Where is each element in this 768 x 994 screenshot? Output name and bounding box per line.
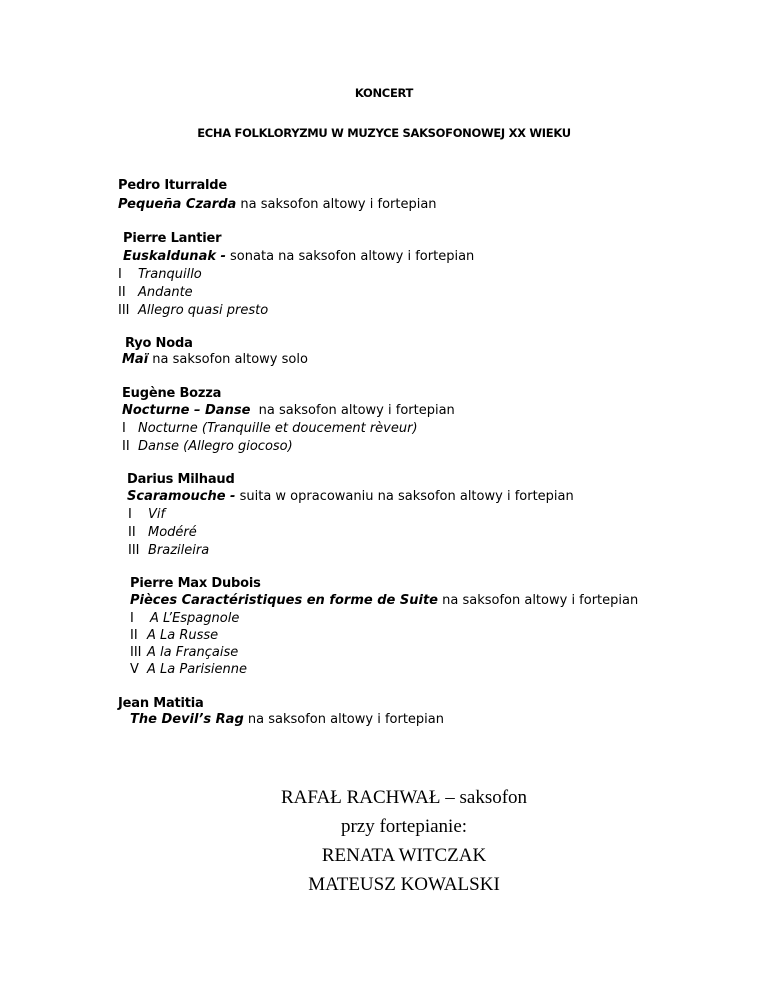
movement-item [118,266,202,284]
movement-name: Allegro quasi presto [138,303,269,318]
work-line [130,712,444,727]
movement-item [122,420,418,438]
movement-number: I [128,507,132,522]
work-title: Pequeña Czarda [118,197,237,212]
work-description: na saksofon altowy i fortepian [236,197,437,212]
movement-item [128,506,165,524]
work-title: Euskaldunak - [123,249,226,264]
movement-number: V [130,662,139,677]
movement-name: Modéré [148,525,197,540]
movement-number: II [128,525,136,540]
movement-number: I [130,611,134,626]
work-description: sonata na saksofon altowy i fortepian [225,249,475,264]
movement-name: Vif [148,507,166,522]
work-title: Scaramouche - [127,489,236,504]
movement-number: II [122,439,130,454]
movement-name: A L’Espagnole [150,611,240,626]
work-line [122,352,308,367]
composer-name: Pierre Max Dubois [130,576,261,591]
work-title: The Devil’s Rag [130,712,244,727]
work-description: na saksofon altowy solo [148,352,308,367]
piano-label: przy fortepianie: [340,816,468,837]
movement-number: III [128,543,140,558]
movement-number: II [118,285,126,300]
movement-name: Andante [138,285,193,300]
concert-subtitle: ECHA FOLKLORYZMU W MUZYCE SAKSOFONOWEJ XX WIEKU [197,126,571,140]
movement-item [118,302,268,320]
movement-name: Danse (Allegro giocoso) [138,439,293,454]
movement-item [130,661,247,679]
movement-number: II [130,628,138,643]
movement-name: A La Parisienne [147,662,247,677]
movement-name: A La Russe [147,628,219,643]
movement-item [128,524,197,542]
movement-item [122,438,293,456]
work-line [118,197,437,212]
composer-name: Pierre Lantier [123,231,222,246]
work-title: Maï [122,352,149,367]
work-line [123,249,474,264]
movement-name: Tranquillo [138,267,202,282]
work-description: na saksofon altowy i fortepian [243,712,444,727]
work-line [130,593,638,608]
movement-item [130,644,238,662]
work-description: suita w opracowaniu na saksofon altowy i fortepian [235,489,574,504]
pianist-name: MATEUSZ KOWALSKI [308,874,500,895]
pianist-name: RENATA WITCZAK [321,845,487,866]
movement-item [130,610,239,628]
movement-item [130,627,218,645]
soloist-line: RAFAŁ RACHWAŁ – saksofon [280,787,528,808]
work-description: na saksofon altowy i fortepian [250,403,455,418]
movement-number: III [118,303,130,318]
work-description: na saksofon altowy i fortepian [437,593,639,608]
movement-name: Brazileira [148,543,210,558]
movement-item [128,542,209,560]
movement-item [118,284,193,302]
movement-name: Nocturne (Tranquille et doucement rèveur) [138,421,418,436]
composer-name: Darius Milhaud [127,472,235,487]
composer-name: Eugène Bozza [122,386,222,401]
movement-name: A la Française [147,645,239,660]
composer-name: Pedro Iturralde [118,178,227,193]
concert-title: KONCERT [354,86,414,100]
work-line [122,403,455,418]
movement-number: III [130,645,142,660]
work-title: Nocturne – Danse [122,403,251,418]
movement-number: I [122,421,126,436]
movement-number: I [118,267,122,282]
work-line [127,489,574,504]
composer-name: Ryo Noda [125,336,193,351]
composer-name: Jean Matitia [118,696,204,711]
work-title: Pièces Caractéristiques en forme de Suite [130,593,438,608]
